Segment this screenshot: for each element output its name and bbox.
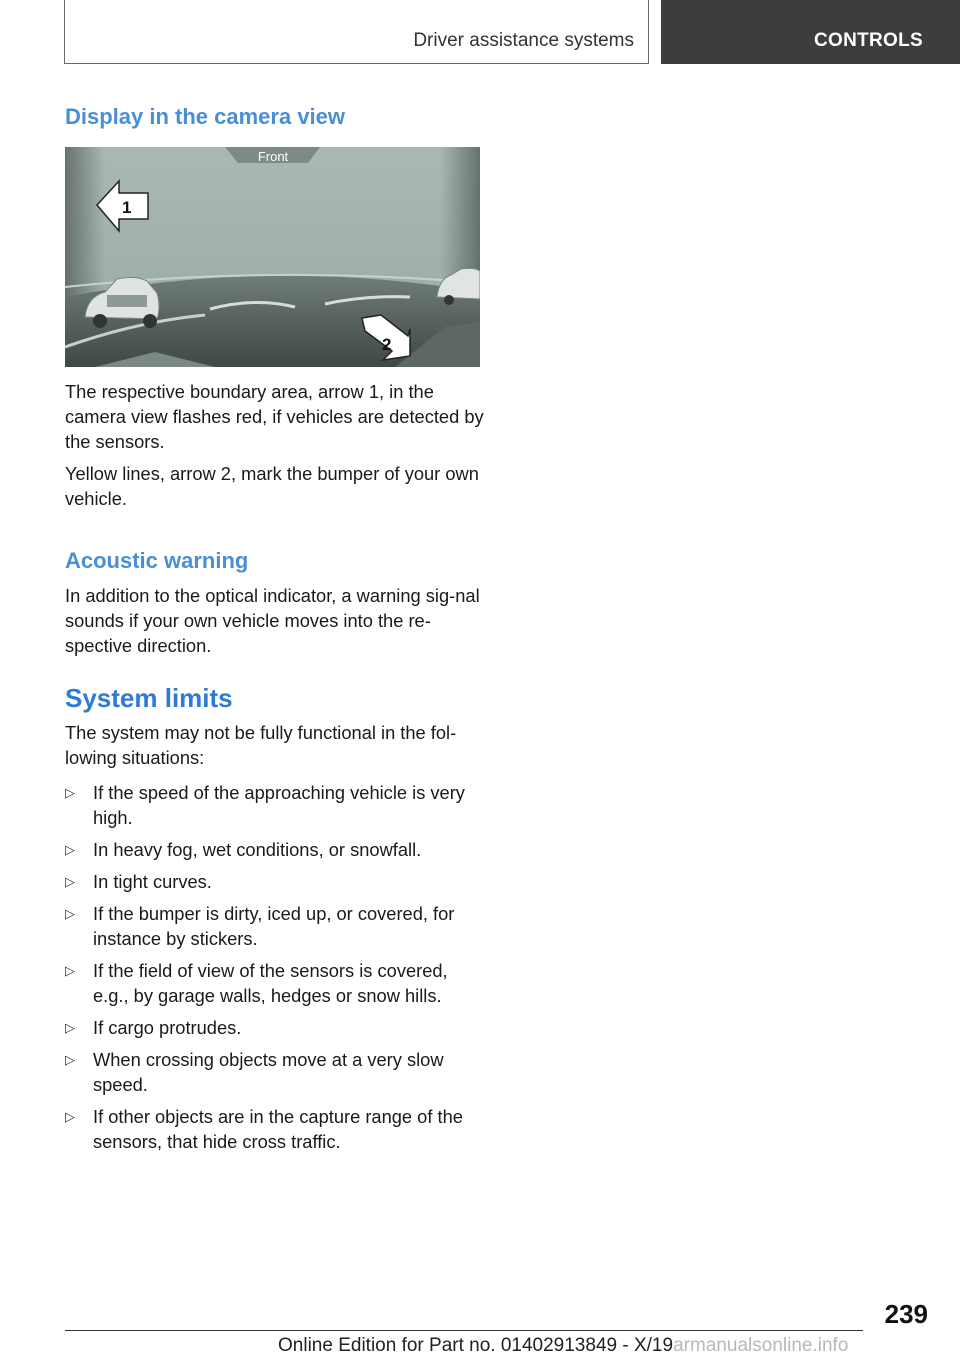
bullet-triangle-icon: ▷ xyxy=(65,842,75,857)
list-item xyxy=(65,1104,485,1154)
header-section-title: Driver assistance systems xyxy=(413,30,634,51)
list-item-text: If the bumper is dirty, iced up, or covered, for instance by stickers. xyxy=(93,903,455,949)
list-item xyxy=(65,780,485,830)
header-section-box xyxy=(64,0,649,64)
edition-text: Online Edition for Part no. 01402913849 - X/19 xyxy=(278,1335,674,1356)
figure-front-label: Front xyxy=(257,149,289,164)
list-item xyxy=(65,901,485,951)
camera-paragraph-1: The respective boundary area, arrow 1, in the camera view flashes red, if vehicles are detected by the sensors. xyxy=(65,381,484,452)
system-limits-intro: The system may not be fully functional in the fol‐lowing situations: xyxy=(65,722,457,768)
list-item xyxy=(65,837,485,862)
list-item-text: If the speed of the approaching vehicle is very high. xyxy=(93,782,465,828)
list-item-text: In tight curves. xyxy=(93,871,212,892)
list-item xyxy=(65,869,485,894)
system-limits-heading: System limits xyxy=(65,683,233,713)
figure-callout-2: 2 xyxy=(382,335,392,354)
list-item xyxy=(65,1047,485,1097)
watermark-text: armanualsonline.info xyxy=(673,1335,849,1356)
list-item-text: If cargo protrudes. xyxy=(93,1017,242,1038)
footer-divider xyxy=(65,1330,863,1331)
list-item-text: If the field of view of the sensors is covered, e.g., by garage walls, hedges or snow hills. xyxy=(93,960,448,1006)
acoustic-paragraph: In addition to the optical indicator, a warning sig‐nal sounds if your own vehicle moves into the re‐spective direction. xyxy=(65,585,480,656)
page-number: 239 xyxy=(884,1299,928,1329)
bullet-triangle-icon: ▷ xyxy=(65,906,75,921)
system-limits-list xyxy=(65,780,485,1161)
camera-paragraph-2: Yellow lines, arrow 2, mark the bumper of your own vehicle. xyxy=(65,463,479,509)
camera-view-figure xyxy=(65,147,480,367)
figure-callout-1: 1 xyxy=(122,198,132,217)
bullet-triangle-icon: ▷ xyxy=(65,785,75,800)
header-chapter-title: CONTROLS xyxy=(814,30,924,51)
list-item-text: In heavy fog, wet conditions, or snowfall. xyxy=(93,839,422,860)
camera-view-heading: Display in the camera view xyxy=(65,104,346,129)
bullet-triangle-icon: ▷ xyxy=(65,1020,75,1035)
list-item-text: When crossing objects move at a very slow speed. xyxy=(93,1049,444,1095)
bullet-triangle-icon: ▷ xyxy=(65,874,75,889)
bullet-triangle-icon: ▷ xyxy=(65,963,75,978)
list-item xyxy=(65,958,485,1008)
list-item xyxy=(65,1015,485,1040)
acoustic-warning-heading: Acoustic warning xyxy=(65,548,249,573)
header-chapter-box xyxy=(661,0,960,64)
bullet-triangle-icon: ▷ xyxy=(65,1109,75,1124)
edition-footer xyxy=(278,1335,848,1357)
bullet-triangle-icon: ▷ xyxy=(65,1052,75,1067)
list-item-text: If other objects are in the capture range of the sensors, that hide cross traffic. xyxy=(93,1106,463,1152)
